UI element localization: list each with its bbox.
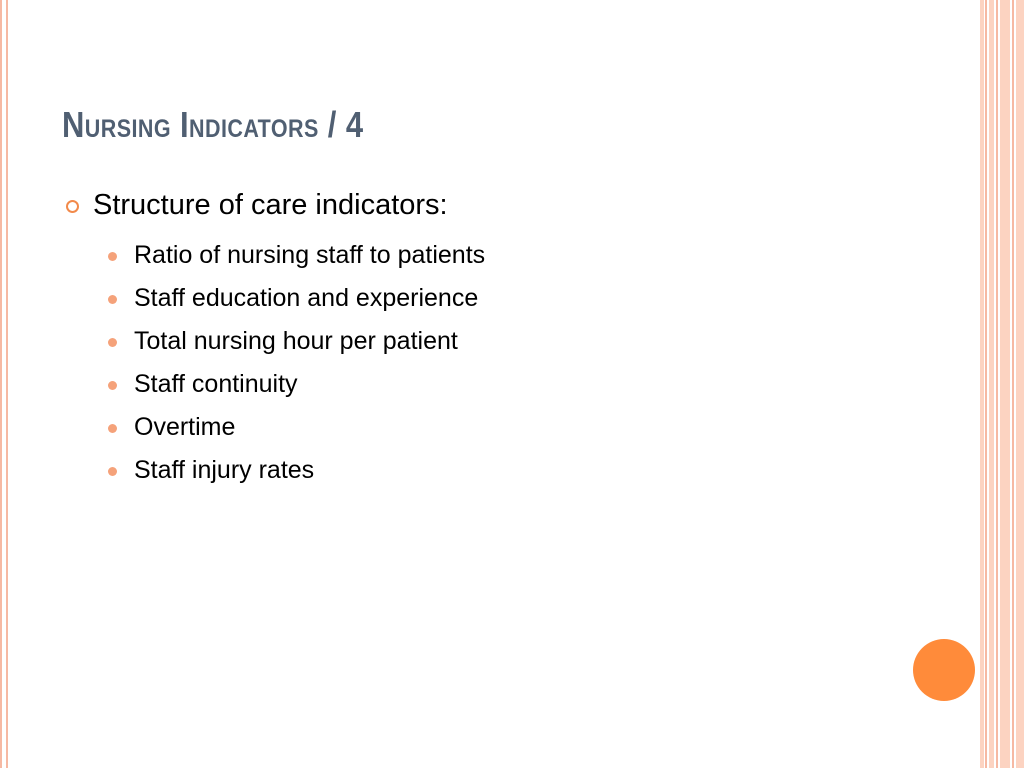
- list-item: [108, 363, 485, 406]
- dot-bullet-icon: [108, 338, 117, 347]
- list-item-text: Staff continuity: [134, 370, 298, 398]
- list-item: [108, 406, 485, 449]
- ring-bullet-icon: [66, 200, 79, 213]
- indicator-list: [108, 234, 485, 492]
- list-item-text: Total nursing hour per patient: [134, 327, 458, 355]
- heading-bullet-text: Structure of care indicators:: [93, 189, 448, 221]
- list-item: [108, 320, 485, 363]
- right-stripe-decoration: [980, 0, 1024, 768]
- list-item: [108, 449, 485, 492]
- dot-bullet-icon: [108, 424, 117, 433]
- list-item-text: Ratio of nursing staff to patients: [134, 241, 486, 269]
- orange-circle-decoration: [913, 639, 975, 701]
- list-item-text: Staff education and experience: [134, 284, 479, 312]
- dot-bullet-icon: [108, 295, 117, 304]
- slide-title: Nursing Indicators / 4: [62, 104, 364, 145]
- list-item: [108, 234, 485, 277]
- dot-bullet-icon: [108, 252, 117, 261]
- list-item-text: Staff injury rates: [134, 456, 315, 484]
- dot-bullet-icon: [108, 381, 117, 390]
- left-border-decoration: [0, 0, 8, 768]
- heading-bullet: [66, 189, 448, 222]
- dot-bullet-icon: [108, 467, 117, 476]
- list-item-text: Overtime: [134, 413, 236, 441]
- list-item: [108, 277, 485, 320]
